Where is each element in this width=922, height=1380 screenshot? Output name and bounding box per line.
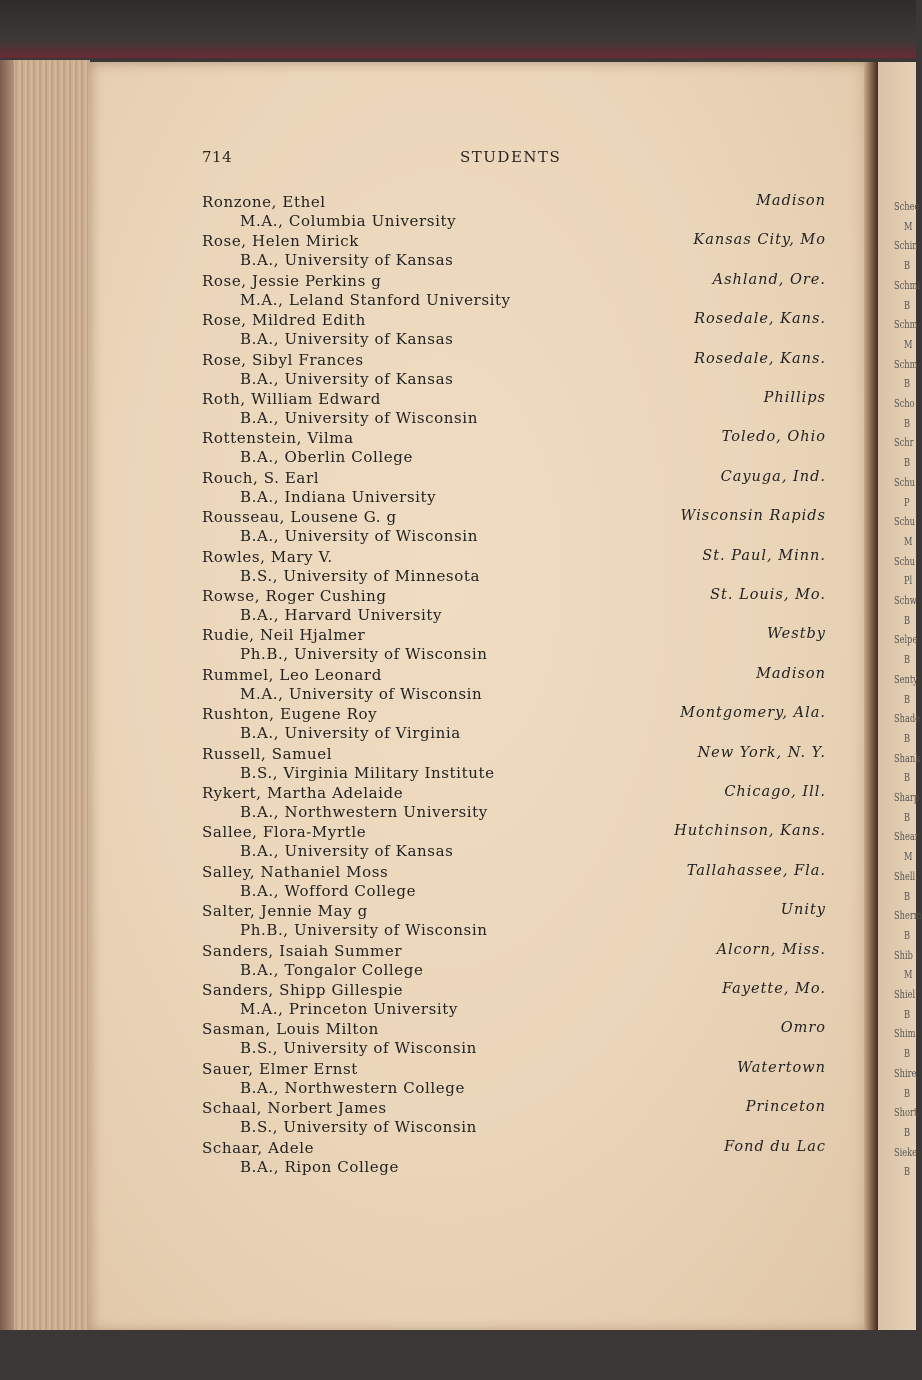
student-name: Rose, Sibyl Frances — [202, 350, 364, 369]
student-name: Rushton, Eugene Roy — [202, 705, 378, 724]
student-entry — [202, 745, 832, 785]
student-degree: B.S., University of Minnesota — [240, 566, 481, 585]
student-name: Rose, Mildred Edith — [202, 311, 366, 330]
facing-page-fragment: Shiel — [894, 988, 916, 1001]
student-hometown: Fond du Lac — [724, 1138, 826, 1155]
student-degree: B.A., Ripon College — [240, 1157, 399, 1176]
facing-page-fragment: B — [904, 692, 911, 706]
facing-page-fragment: Shib — [894, 948, 913, 962]
student-degree: B.A., University of Kansas — [240, 369, 454, 388]
facing-page-fragment: B — [904, 731, 911, 745]
student-entry — [202, 1099, 832, 1139]
student-hometown: Tallahassee, Fla. — [686, 862, 826, 879]
facing-page-fragment: Sieke — [894, 1145, 918, 1159]
student-hometown: Hutchinson, Kans. — [674, 823, 826, 840]
student-hometown: Alcorn, Miss. — [716, 941, 826, 958]
facing-page-fragment: Schr — [894, 436, 914, 450]
student-name: Schaar, Adele — [202, 1138, 315, 1157]
facing-page-fragment: B — [904, 653, 911, 667]
student-hometown: Toledo, Ohio — [721, 429, 826, 446]
student-entry — [202, 429, 832, 469]
student-name: Sauer, Elmer Ernst — [202, 1059, 358, 1078]
student-hometown: New York, N. Y. — [697, 744, 826, 761]
facing-page-fragment: B — [904, 889, 911, 903]
facing-page-fragment: M — [904, 219, 913, 233]
student-name: Rudie, Neil Hjalmer — [202, 626, 366, 645]
student-name: Salley, Nathaniel Moss — [202, 862, 389, 881]
student-degree: B.S., University of Wisconsin — [240, 1039, 477, 1058]
student-hometown: Madison — [756, 665, 826, 682]
facing-page-fragment: B — [904, 810, 911, 824]
student-entry — [202, 390, 832, 430]
student-name: Sanders, Isaiah Summer — [202, 941, 403, 960]
student-name: Sanders, Shipp Gillespie — [202, 981, 404, 999]
student-entry — [202, 784, 832, 824]
facing-page-fragment: Senty — [894, 672, 918, 686]
student-entry — [202, 902, 832, 942]
student-degree: B.A., University of Kansas — [240, 330, 454, 349]
student-degree: M.A., University of Wisconsin — [240, 684, 483, 703]
facing-page-fragment: Shear — [894, 830, 919, 844]
running-title: STUDENTS — [460, 148, 562, 166]
student-hometown: Watertown — [737, 1059, 826, 1076]
book-cover-top — [0, 0, 916, 58]
student-name: Rottenstein, Vilma — [202, 429, 354, 448]
student-hometown: Rosedale, Kans. — [694, 311, 826, 328]
student-degree: B.A., University of Kansas — [240, 251, 454, 270]
facing-page-fragment: Short — [894, 1106, 918, 1120]
facing-page-fragment: B — [904, 416, 911, 430]
facing-page-fragment: B — [904, 377, 911, 391]
book-gutter — [864, 62, 878, 1332]
facing-page-fragment: Schu — [894, 475, 915, 489]
facing-page-fragment: Selpe — [894, 633, 918, 647]
facing-page-fragment: B — [904, 1007, 911, 1021]
student-name: Rose, Jessie Perkins g — [202, 271, 382, 290]
student-entry — [202, 1020, 832, 1060]
facing-page-fragment: Sherm — [894, 909, 922, 923]
student-name: Rowse, Roger Cushing — [202, 587, 387, 605]
student-hometown: Cayuga, Ind. — [720, 468, 826, 485]
student-degree: B.A., Northwestern College — [240, 1078, 465, 1097]
student-degree: B.A., Oberlin College — [240, 448, 413, 467]
student-entry — [202, 469, 832, 509]
facing-page-fragment: Scho — [894, 397, 915, 410]
student-name: Russell, Samuel — [202, 744, 333, 763]
student-hometown: Madison — [756, 193, 826, 209]
student-hometown: Wisconsin Rapids — [680, 508, 826, 525]
facing-page-fragment: Shank — [894, 751, 921, 765]
student-name: Ronzone, Ethel — [202, 193, 326, 211]
student-hometown: St. Louis, Mo. — [710, 587, 826, 603]
student-name: Rouch, S. Earl — [202, 468, 320, 487]
student-name: Salter, Jennie May g — [202, 902, 368, 921]
student-name: Rummel, Leo Leonard — [202, 665, 382, 684]
student-degree: B.S., University of Wisconsin — [240, 1118, 477, 1137]
facing-page-fragment: B — [904, 613, 911, 627]
student-name: Schaal, Norbert James — [202, 1099, 387, 1118]
facing-page-fragment: Shell — [894, 869, 916, 883]
student-entry — [202, 666, 832, 706]
student-hometown: Ashland, Ore. — [712, 271, 826, 288]
student-name: Sallee, Flora-Myrtle — [202, 823, 367, 842]
student-name: Sasman, Louis Milton — [202, 1020, 379, 1039]
page-number: 714 — [202, 148, 233, 166]
facing-page-fragment: M — [904, 968, 913, 982]
facing-page-fragment: Shire — [894, 1066, 917, 1080]
student-entry — [202, 351, 832, 391]
facing-page-fragment: Shade — [894, 712, 921, 726]
facing-page-fragment: Schm — [894, 318, 918, 332]
student-hometown: Westby — [766, 626, 826, 643]
student-entry — [202, 942, 832, 982]
student-hometown: Omro — [780, 1020, 826, 1037]
student-name: Rykert, Martha Adelaide — [202, 784, 404, 802]
student-entry — [202, 1060, 832, 1100]
facing-page-fragment: Sharp — [894, 791, 920, 804]
student-name: Roth, William Edward — [202, 390, 381, 408]
facing-page-edge — [878, 62, 922, 1332]
student-entry — [202, 981, 832, 1021]
student-entry — [202, 272, 832, 312]
student-hometown: Fayette, Mo. — [722, 981, 826, 997]
facing-page-fragment: Schee — [894, 200, 920, 213]
student-degree: Ph.B., University of Wisconsin — [240, 921, 488, 940]
student-degree: M.A., Columbia University — [240, 212, 457, 230]
student-entry — [202, 863, 832, 903]
student-hometown: Chicago, Ill. — [724, 784, 826, 800]
student-degree: B.A., University of Kansas — [240, 842, 454, 861]
facing-page-fragment: M — [904, 534, 913, 548]
student-name: Rousseau, Lousene G. g — [202, 508, 397, 527]
facing-page-fragment: Schw — [894, 594, 917, 607]
facing-page-fragment: B — [904, 1047, 911, 1061]
facing-page-fragment: Pl — [904, 574, 913, 588]
facing-page-fragment: Schmi — [894, 278, 921, 292]
student-entry — [202, 232, 832, 272]
student-degree: B.A., University of Wisconsin — [240, 527, 478, 546]
student-entry — [202, 587, 832, 627]
student-degree: B.A., University of Wisconsin — [240, 409, 478, 427]
facing-page-fragment: B — [904, 456, 911, 470]
student-degree: B.S., Virginia Military Institute — [240, 763, 495, 782]
facing-page-fragment: B — [904, 928, 911, 942]
student-hometown: St. Paul, Minn. — [702, 547, 826, 564]
facing-page-fragment: B — [904, 1125, 911, 1139]
student-entry — [202, 311, 832, 351]
student-entry — [202, 508, 832, 548]
student-degree: B.A., Indiana University — [240, 487, 437, 506]
student-degree: B.A., University of Virginia — [240, 724, 461, 743]
student-entry — [202, 626, 832, 666]
facing-page-fragment: B — [904, 259, 911, 273]
student-hometown: Rosedale, Kans. — [694, 350, 826, 367]
spine-shadow — [0, 60, 14, 1335]
facing-page-fragment: Schu — [894, 554, 915, 568]
student-entry — [202, 193, 832, 233]
student-hometown: Phillips — [763, 390, 826, 406]
student-hometown: Montgomery, Ala. — [680, 705, 826, 722]
student-hometown: Kansas City, Mo — [693, 232, 826, 249]
facing-page-fragment: Schin — [894, 239, 918, 253]
student-hometown: Princeton — [745, 1099, 826, 1116]
book-cover-bottom — [0, 1330, 916, 1380]
facing-page-fragment: B — [904, 1165, 911, 1179]
student-degree: B.A., Tongalor College — [240, 960, 424, 979]
facing-page-fragment: B — [904, 298, 911, 312]
student-degree: M.A., Leland Stanford University — [240, 290, 511, 309]
student-degree: B.A., Wofford College — [240, 881, 417, 900]
facing-page-fragment: Schu — [894, 515, 915, 529]
facing-page-fragment: Schm — [894, 357, 918, 371]
student-entry — [202, 548, 832, 588]
facing-page-fragment: M — [904, 337, 913, 351]
facing-page-fragment: B — [904, 771, 911, 785]
student-degree: Ph.B., University of Wisconsin — [240, 645, 488, 664]
student-entry — [202, 1139, 832, 1179]
student-name: Rose, Helen Mirick — [202, 232, 359, 251]
student-degree: B.A., Harvard University — [240, 606, 443, 624]
facing-page-fragment: Shim — [894, 1027, 916, 1041]
student-entry — [202, 705, 832, 745]
student-hometown: Unity — [780, 902, 826, 919]
student-degree: M.A., Princeton University — [240, 1000, 458, 1018]
student-entry — [202, 823, 832, 863]
facing-page-fragment: P — [904, 495, 910, 509]
facing-page-fragment: B — [904, 1086, 911, 1100]
facing-page-fragment: M — [904, 850, 913, 864]
student-name: Rowles, Mary V. — [202, 547, 333, 566]
student-degree: B.A., Northwestern University — [240, 803, 488, 821]
